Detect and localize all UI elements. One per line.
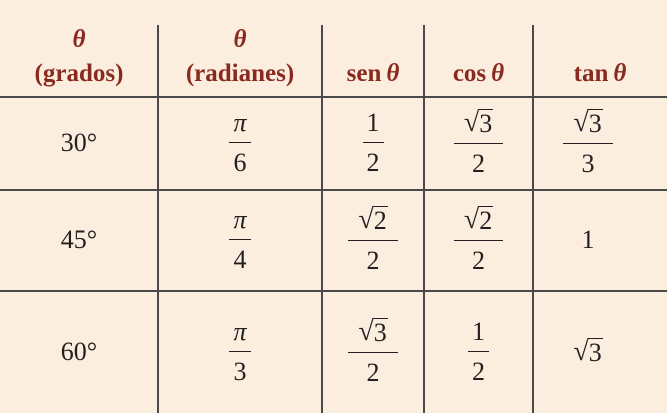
degrees-value: 60°: [60, 337, 98, 366]
radicand: 2: [373, 205, 387, 235]
fraction: [363, 107, 384, 178]
square-root: [354, 203, 391, 240]
square-root: [573, 338, 602, 366]
fraction: [229, 107, 250, 178]
row-30-degrees: [0, 97, 158, 189]
header-degrees: [0, 0, 158, 97]
header-radians-unit: (radianes): [185, 60, 295, 87]
row-30-cos: [424, 97, 533, 189]
row-45-radians: [158, 190, 322, 290]
row-60-cos: [424, 291, 533, 413]
row-30-radians: [158, 97, 322, 189]
row-45-sen: [322, 190, 424, 290]
radicand: 2: [479, 205, 493, 235]
numerator: 1: [472, 316, 485, 346]
fraction: [468, 316, 489, 387]
header-radians-symbol: θ: [233, 26, 247, 53]
header-tan-label: [574, 57, 627, 91]
fraction: [569, 106, 606, 179]
header-cos-label: [453, 57, 504, 91]
row-30-tan: [533, 97, 643, 189]
fraction: [354, 203, 391, 276]
header-cos-func: cos: [452, 60, 487, 87]
square-root: [569, 106, 606, 143]
radicand: 3: [373, 317, 387, 347]
header-tan-symbol: θ: [613, 60, 627, 87]
fraction: [229, 204, 250, 275]
fraction: [460, 203, 497, 276]
fraction: [229, 316, 250, 387]
header-radians: [158, 0, 322, 97]
radicand: 3: [588, 338, 602, 367]
row-60-degrees: [0, 291, 158, 413]
row-45-cos: [424, 190, 533, 290]
numerator: π: [233, 107, 247, 137]
row-30-sen: [322, 97, 424, 189]
row-45-tan: [533, 190, 643, 290]
denominator: 2: [472, 149, 485, 179]
square-root: [460, 203, 497, 240]
row-60-tan: [533, 291, 643, 413]
degrees-value: 45°: [60, 225, 98, 254]
header-sen-func: sen: [346, 60, 382, 87]
header-tan: [533, 0, 667, 97]
numerator: π: [233, 316, 247, 346]
radical-sign: √: [463, 106, 480, 138]
fraction: [354, 315, 391, 388]
denominator: 2: [366, 148, 380, 178]
header-sen-label: [347, 57, 400, 91]
row-45-degrees: [0, 190, 158, 290]
denominator: 2: [472, 357, 485, 387]
numerator: 1: [366, 107, 380, 137]
denominator: 2: [366, 246, 380, 276]
radical-sign: √: [573, 336, 589, 367]
denominator: 6: [233, 148, 247, 178]
header-cos: [424, 0, 533, 97]
header-tan-func: tan: [573, 60, 609, 87]
square-root: [460, 106, 497, 143]
square-root: [354, 315, 391, 352]
header-sen-symbol: θ: [386, 60, 400, 87]
radical-sign: √: [358, 203, 374, 235]
row-60-sen: [322, 291, 424, 413]
degrees-value: 30°: [60, 128, 98, 157]
radical-sign: √: [358, 315, 374, 347]
denominator: 3: [581, 149, 595, 179]
fraction: [460, 106, 497, 179]
row-60-radians: [158, 291, 322, 413]
numerator: π: [233, 204, 247, 234]
radical-sign: √: [573, 106, 589, 138]
denominator: 2: [472, 246, 485, 276]
header-sen: [322, 0, 424, 97]
denominator: 4: [233, 245, 247, 275]
denominator: 3: [233, 357, 247, 387]
denominator: 2: [366, 358, 380, 388]
radicand: 3: [588, 108, 602, 138]
radical-sign: √: [463, 203, 480, 235]
header-degrees-unit: (grados): [34, 60, 124, 87]
tan-value: 1: [581, 225, 595, 254]
radicand: 3: [479, 108, 493, 138]
header-cos-symbol: θ: [491, 60, 505, 87]
header-degrees-symbol: θ: [72, 26, 86, 53]
